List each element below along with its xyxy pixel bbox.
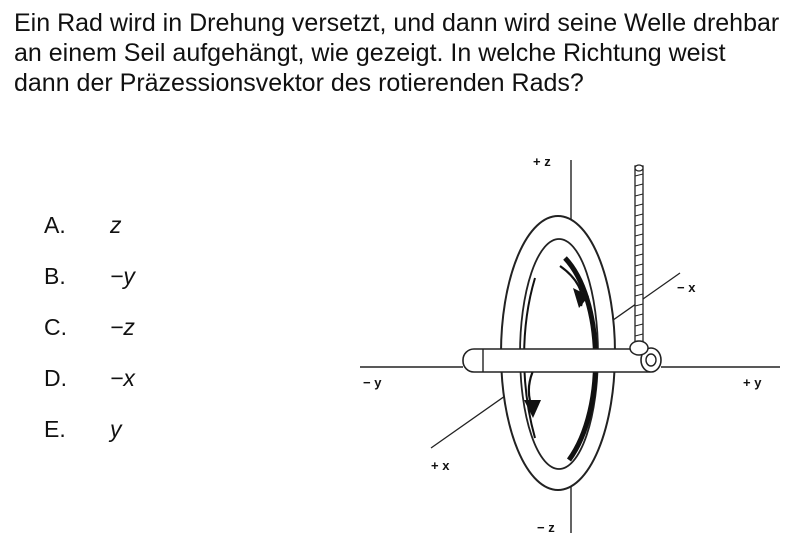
option-b-text: −y [110,263,135,289]
option-e-text: y [110,416,122,442]
question-text: Ein Rad wird in Drehung versetzt, und dann wird seine Welle drehbar an einem Seil aufgehängt, wie gezeigt. In welche Richtung weist dann der Präzessionsvektor des rotierenden Rads? [14,9,780,97]
label-minus-y: − y [363,375,382,390]
label-minus-x: − x [677,280,696,295]
option-c-text: −z [110,314,135,340]
option-a-text: z [110,212,122,238]
label-plus-x: + x [431,458,450,473]
label-plus-y: + y [743,375,762,390]
label-plus-z: + z [533,154,551,169]
option-a[interactable] [44,200,135,251]
option-e[interactable] [44,404,135,455]
option-b[interactable] [44,251,135,302]
option-e-letter: E. [44,416,66,442]
option-a-letter: A. [44,212,66,238]
option-d-letter: D. [44,365,67,391]
option-b-letter: B. [44,263,66,289]
label-minus-z: − z [537,520,555,535]
option-c[interactable] [44,302,135,353]
option-d-text: −x [110,365,135,391]
rope [630,165,648,355]
answer-options [44,200,135,455]
option-c-letter: C. [44,314,67,340]
option-d[interactable] [44,353,135,404]
wheel-diagram [355,148,795,546]
